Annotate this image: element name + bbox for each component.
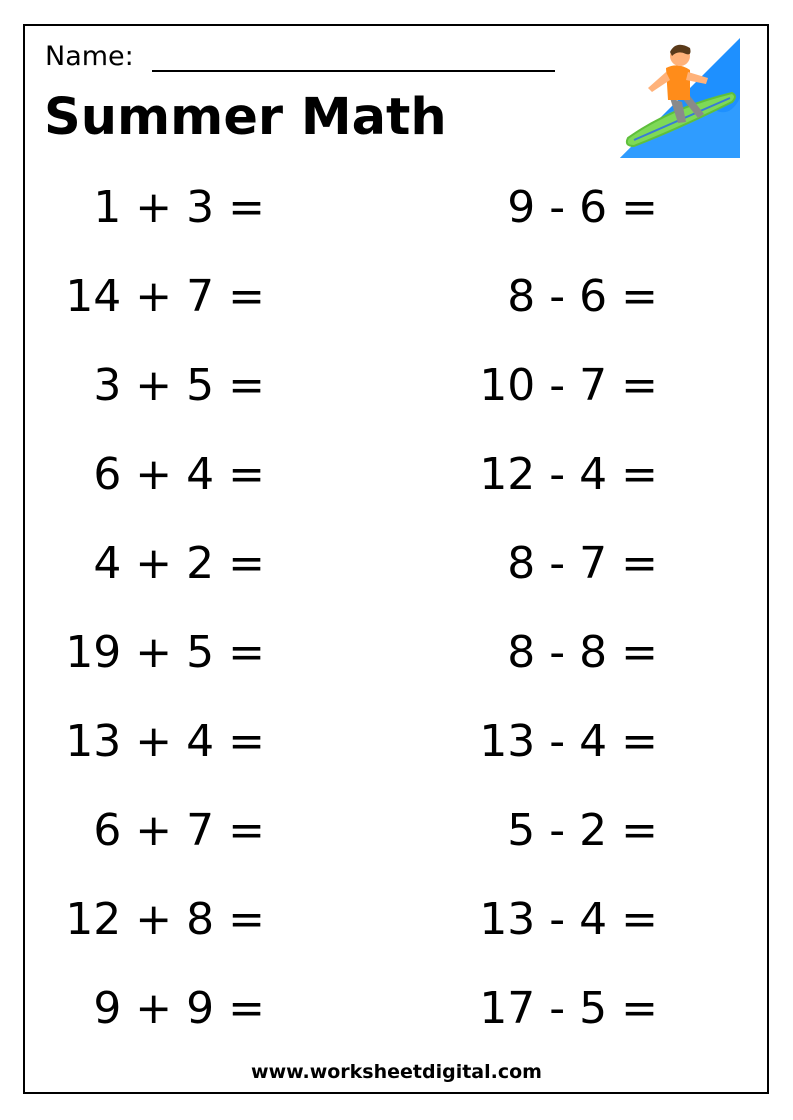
problem-right-3: 10 - 7 = xyxy=(479,360,658,411)
problem-left-6: 19 + 5 = xyxy=(65,627,265,678)
surfer-icon xyxy=(620,38,740,158)
problem-right-2: 8 - 6 = xyxy=(507,271,658,322)
problem-left-4: 6 + 4 = xyxy=(93,449,265,500)
footer-url[interactable]: www.worksheetdigital.com xyxy=(251,1061,542,1083)
problem-left-3: 3 + 5 = xyxy=(93,360,265,411)
problem-right-6: 8 - 8 = xyxy=(507,627,658,678)
problem-right-9: 13 - 4 = xyxy=(479,894,658,945)
worksheet-title: Summer Math xyxy=(44,88,447,147)
problem-left-9: 12 + 8 = xyxy=(65,894,265,945)
name-label: Name: xyxy=(45,41,134,72)
problem-left-2: 14 + 7 = xyxy=(65,271,265,322)
problem-right-7: 13 - 4 = xyxy=(479,716,658,767)
problem-right-4: 12 - 4 = xyxy=(479,449,658,500)
problem-right-5: 8 - 7 = xyxy=(507,538,658,589)
problem-left-8: 6 + 7 = xyxy=(93,805,265,856)
problem-right-8: 5 - 2 = xyxy=(507,805,658,856)
problem-left-5: 4 + 2 = xyxy=(93,538,265,589)
problem-left-10: 9 + 9 = xyxy=(93,983,265,1034)
problem-left-7: 13 + 4 = xyxy=(65,716,265,767)
name-input-line[interactable] xyxy=(152,70,555,72)
problem-left-1: 1 + 3 = xyxy=(93,182,265,233)
problem-right-1: 9 - 6 = xyxy=(507,182,658,233)
problem-right-10: 17 - 5 = xyxy=(479,983,658,1034)
